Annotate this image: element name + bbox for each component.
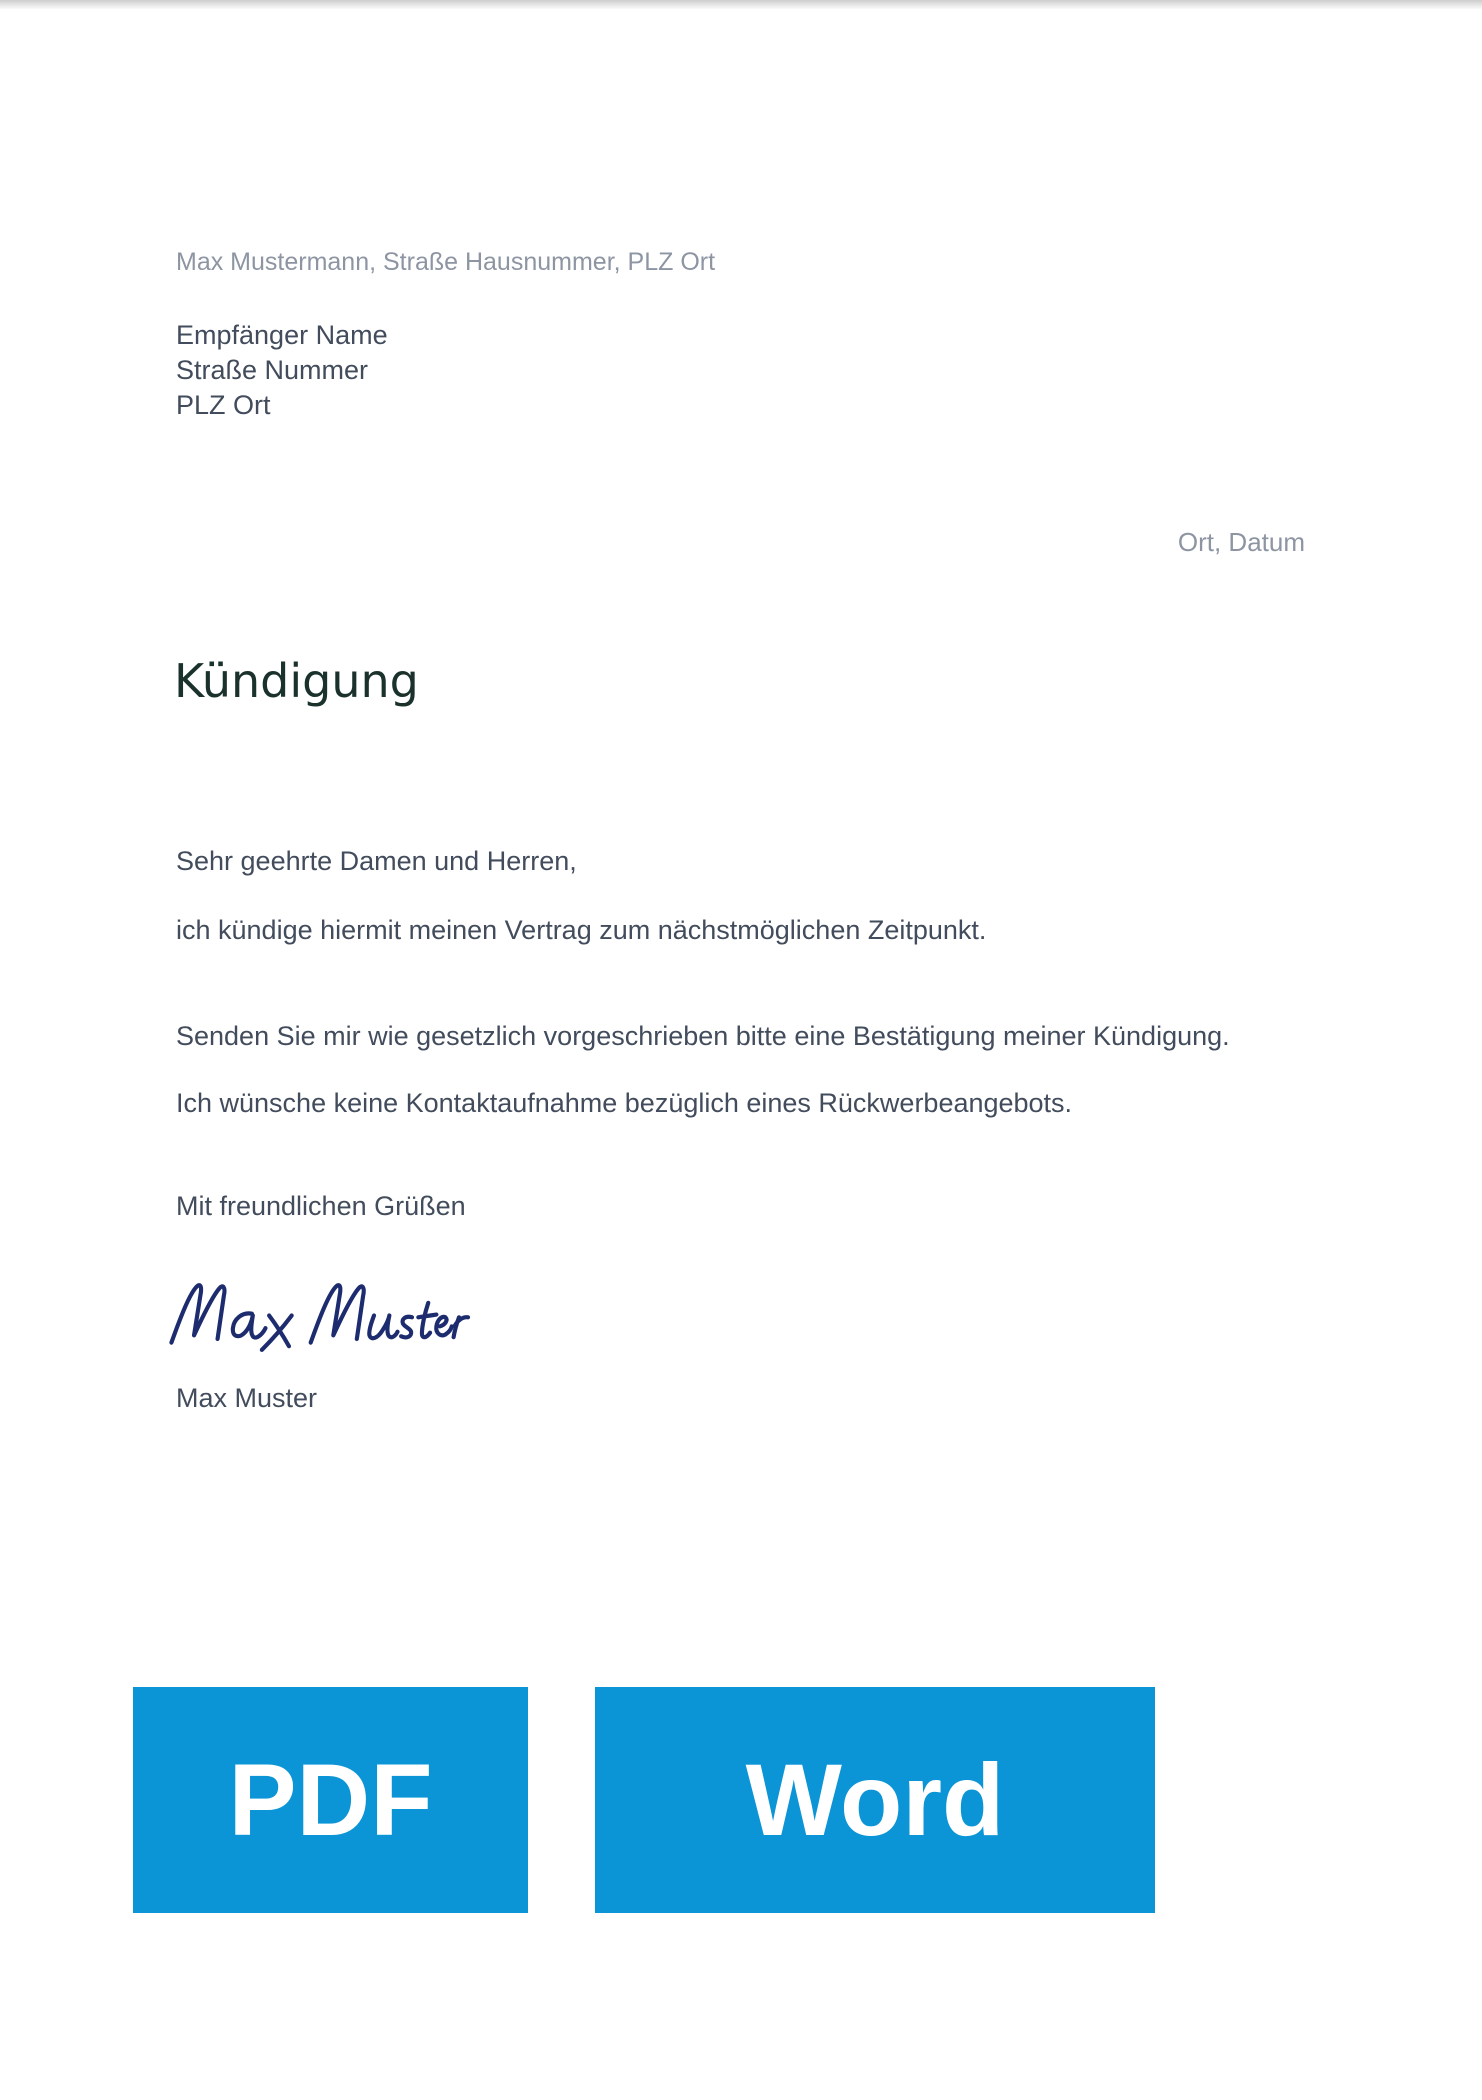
recipient-city-line: PLZ Ort: [176, 390, 271, 420]
signature-name-line: Max Muster: [176, 1383, 318, 1413]
pdf-download-button[interactable]: PDF: [133, 1687, 528, 1913]
salutation-line: Sehr geehrte Damen und Herren,: [176, 846, 577, 876]
signature-stroke-x: [262, 1315, 292, 1349]
signature-stroke-u: [369, 1315, 397, 1338]
handwritten-signature: [166, 1276, 478, 1364]
place-date-line: Ort, Datum: [1177, 527, 1305, 557]
signature-stroke-M2: [311, 1285, 364, 1342]
signature-stroke-a: [233, 1313, 266, 1337]
closing-line: Mit freundlichen Grüßen: [176, 1191, 466, 1221]
signature-stroke-s: [401, 1317, 412, 1338]
signature-stroke-r: [454, 1317, 468, 1337]
signature-stroke-M1: [171, 1285, 224, 1342]
page-top-border: [0, 0, 1482, 9]
body-paragraph: Senden Sie mir wie gesetzlich vorgeschrieben bitte eine Bestätigung meiner Kündigung.: [176, 1021, 1230, 1051]
sender-address-line: Max Mustermann, Straße Hausnummer, PLZ Ort: [176, 248, 716, 276]
letter-subject-heading: Kündigung: [174, 654, 419, 708]
signature-stroke-e: [436, 1317, 451, 1335]
recipient-street-line: Straße Nummer: [176, 355, 369, 385]
signature-stroke-t: [418, 1303, 436, 1337]
word-download-button[interactable]: Word: [595, 1687, 1155, 1913]
body-paragraph: ich kündige hiermit meinen Vertrag zum nächstmöglichen Zeitpunkt.: [176, 915, 987, 945]
recipient-address-block: [176, 318, 388, 423]
recipient-name-line: Empfänger Name: [176, 320, 388, 350]
body-paragraph: Ich wünsche keine Kontaktaufnahme bezüglich eines Rückwerbeangebots.: [176, 1088, 1073, 1118]
